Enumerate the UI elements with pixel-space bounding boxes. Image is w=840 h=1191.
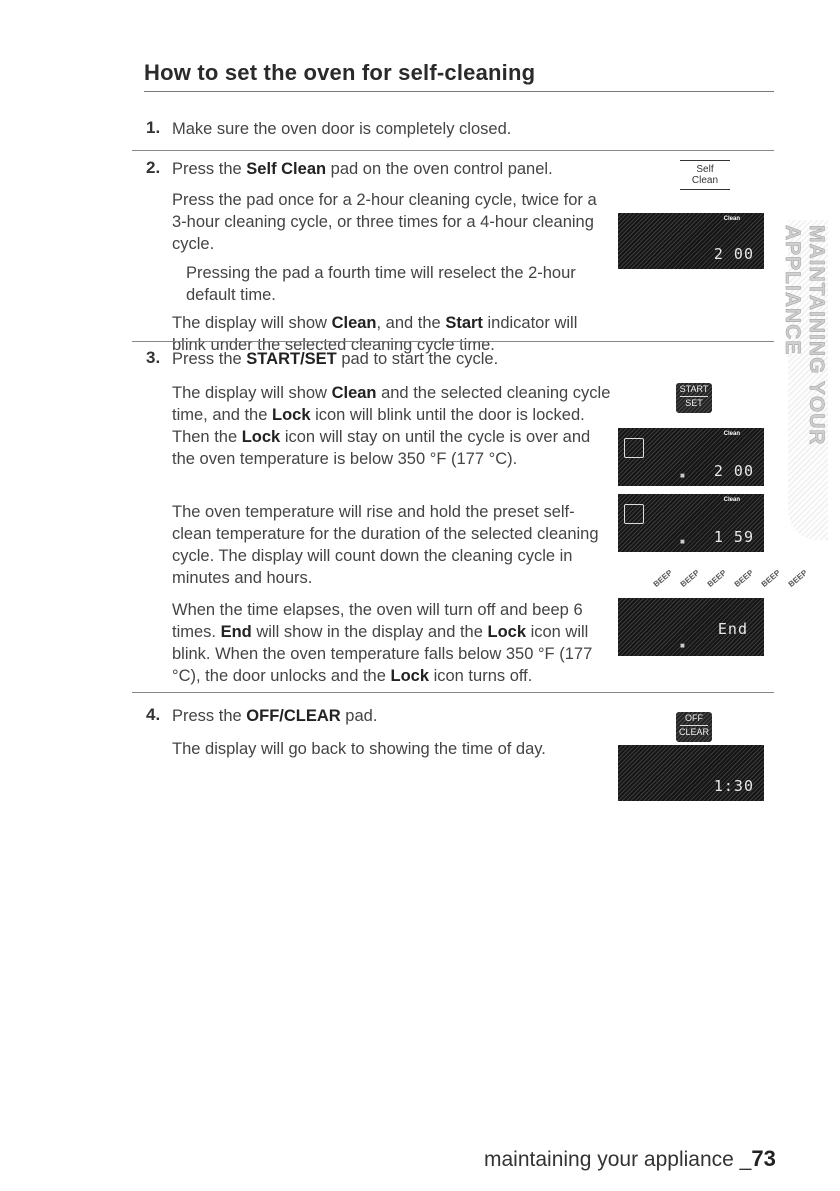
oven-display-clock — [618, 745, 764, 801]
off-clear-pad — [676, 712, 712, 742]
beep-label: BEEP — [759, 568, 783, 589]
step-3-line1: Press the START/SET pad to start the cycle. — [172, 350, 499, 368]
page-number: 73 — [751, 1146, 776, 1171]
oven-display-end — [618, 598, 764, 656]
display-digits: 2 00 — [713, 245, 754, 263]
lock-icon: ■ — [680, 641, 685, 650]
step-4-para2: The display will go back to showing the time of day. — [172, 740, 546, 758]
oven-display-2-hour — [618, 213, 764, 269]
step-4-line1: Press the OFF/CLEAR pad. — [172, 707, 378, 725]
clean-indicator: Clean — [723, 216, 740, 222]
self-clean-pad-label-bottom: Clean — [691, 175, 719, 186]
beep-label: BEEP — [786, 568, 810, 589]
clean-indicator: Clean — [723, 497, 740, 503]
display-digits: 2 00 — [713, 462, 754, 480]
footer-text: maintaining your appliance _ — [484, 1148, 752, 1171]
beep-label: BEEP — [705, 568, 729, 589]
step-3-para2: The display will show Clean and the selected cleaning cycle time, and the Lock icon will blink until the door is locked. Then the Lock icon will stay on until the cycle is over and the oven temperature is below 350 °F (177 °C). — [172, 384, 611, 468]
beep-sound-icon — [651, 568, 812, 589]
step-3-para4: When the time elapses, the oven will turn off and beep 6 times. End will show in the display and the Lock icon will blink. When the oven temperature falls below 350 °F (177 °C), the door unlocks and the Lock icon turns off. — [172, 601, 593, 685]
divider — [132, 692, 774, 693]
page-footer — [484, 1146, 776, 1172]
oven-display-countdown — [618, 494, 764, 552]
display-digits: End — [717, 620, 748, 638]
step-2-para3: Pressing the pad a fourth time will reselect the 2-hour default time. — [186, 264, 576, 304]
door-lock-box-icon — [624, 504, 644, 524]
step-2-para4: The display will show Clean, and the Start indicator will blink under the selected cleaning cycle time. — [172, 314, 578, 354]
clear-pad-label: CLEAR — [678, 727, 709, 737]
oven-display-locked — [618, 428, 764, 486]
step-1-number: 1. — [146, 118, 161, 137]
door-lock-box-icon — [624, 438, 644, 458]
page-title: How to set the oven for self-cleaning — [144, 60, 774, 92]
start-set-pad — [676, 383, 712, 413]
beep-label: BEEP — [732, 568, 756, 589]
lock-icon: ■ — [680, 537, 685, 546]
lock-icon: ■ — [680, 471, 685, 480]
step-3-para3: The oven temperature will rise and hold the preset self-clean temperature for the duration of the selected cleaning cycle. The display will count down the cleaning cycle in minutes and hours. — [172, 503, 599, 587]
chapter-tab-label: MAINTAINING YOUR APPLIANCE — [781, 225, 828, 446]
beep-label: BEEP — [651, 568, 675, 589]
step-2-line1: Press the Self Clean pad on the oven control panel. — [172, 160, 553, 178]
step-3-number: 3. — [146, 348, 161, 367]
step-2-para2: Press the pad once for a 2-hour cleaning cycle, twice for a 3-hour cleaning cycle, or three times for a 4-hour cleaning cycle. — [172, 191, 597, 253]
self-clean-pad — [680, 160, 730, 190]
divider — [132, 341, 774, 342]
divider — [132, 150, 774, 151]
chapter-side-tab — [781, 225, 828, 545]
display-digits: 1:30 — [713, 777, 754, 795]
set-pad-label: SET — [685, 398, 703, 408]
step-1-text: Make sure the oven door is completely closed. — [172, 120, 512, 138]
beep-label: BEEP — [678, 568, 702, 589]
display-digits: 1 59 — [713, 528, 754, 546]
self-clean-pad-label-top: Self — [696, 164, 714, 175]
start-pad-label: START — [679, 384, 709, 394]
step-2-number: 2. — [146, 158, 161, 177]
off-pad-label: OFF — [685, 713, 703, 723]
step-4-number: 4. — [146, 705, 161, 724]
clean-indicator: Clean — [723, 431, 740, 437]
